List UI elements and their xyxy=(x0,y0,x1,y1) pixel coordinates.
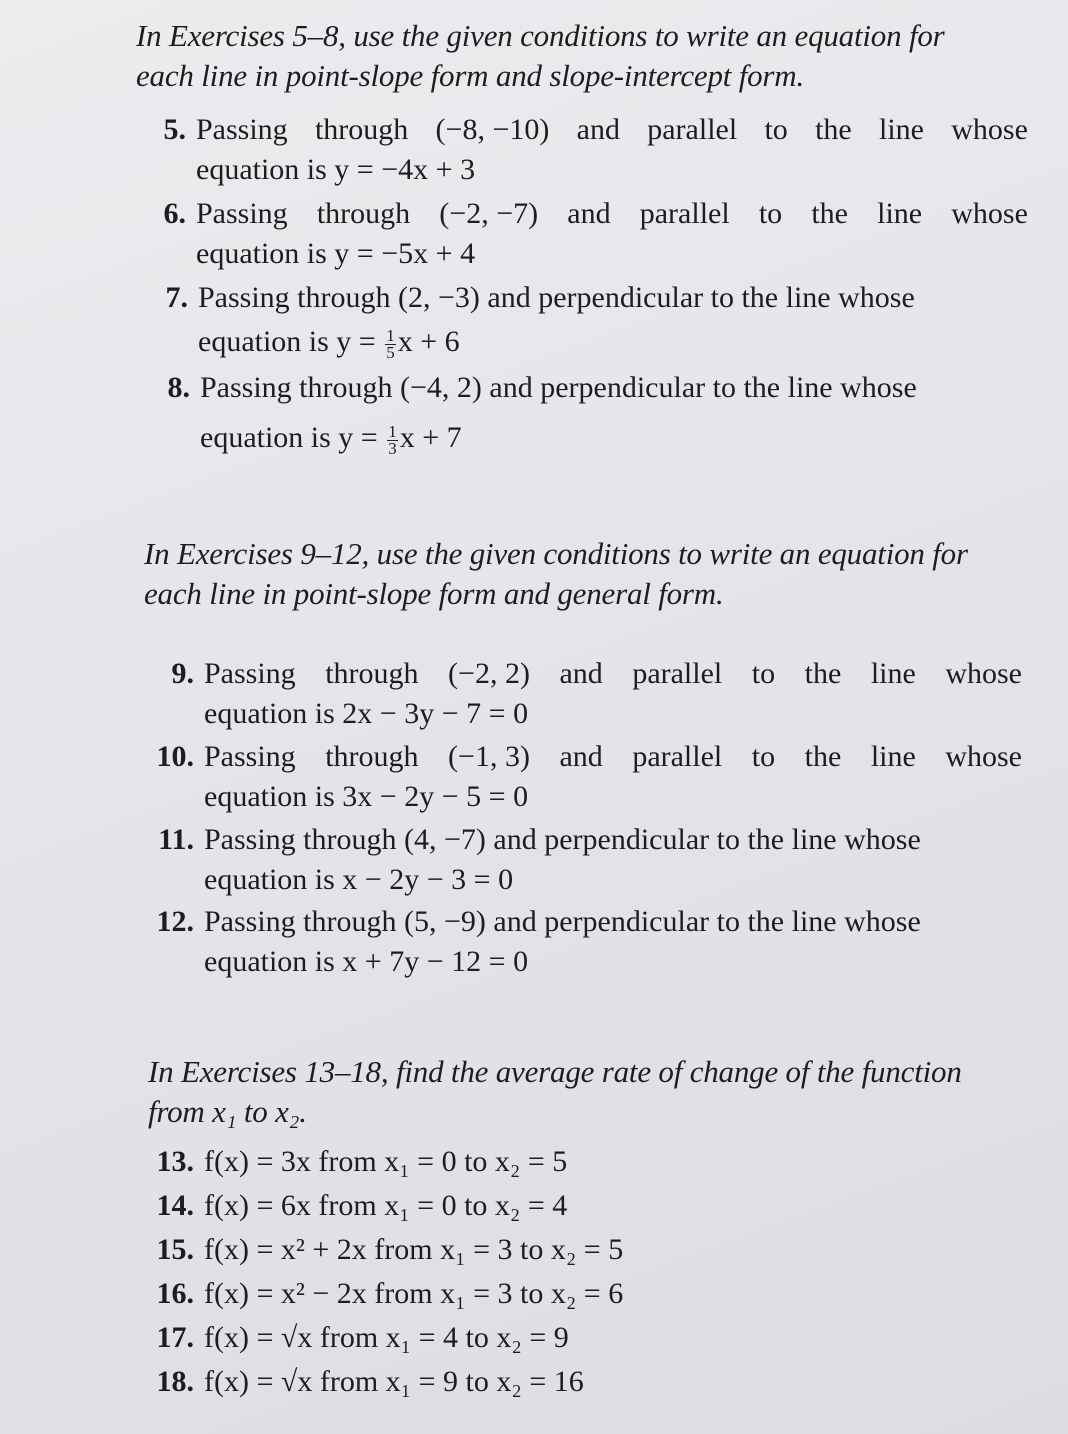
exercise-6 xyxy=(132,194,1028,274)
exercise-15 xyxy=(146,1230,623,1270)
word: whose xyxy=(951,197,1028,230)
exercise-number: 8. xyxy=(167,371,190,404)
fraction-denominator: 5 xyxy=(386,342,395,362)
exercise-line1: Passing through (4, −7) and perpendicular to the line whose xyxy=(204,823,921,856)
exercise-number: 16. xyxy=(156,1277,194,1310)
word: and xyxy=(559,657,603,690)
exercise-number: 12. xyxy=(156,905,194,938)
exercise-number: 18. xyxy=(156,1365,194,1398)
word: line xyxy=(870,740,916,773)
exercise-text: f(x) = 6x from x₁ = 0 to x₂ = 4 xyxy=(204,1189,568,1222)
exercise-line2 xyxy=(200,418,1028,458)
section2-intro-line2: each line in point-slope form and general form. xyxy=(144,576,724,611)
exercise-13 xyxy=(146,1142,567,1182)
section3-intro-line1: In Exercises 13–18, find the average rate of change of the function xyxy=(148,1054,962,1089)
word: parallel xyxy=(647,113,738,146)
exercise-line2: equation is y = −4x + 3 xyxy=(196,153,476,186)
word: through xyxy=(316,197,411,230)
exercise-line1 xyxy=(196,110,1028,150)
section1-intro-line1: In Exercises 5–8, use the given conditions to write an equation for xyxy=(136,18,945,53)
exercise-8 xyxy=(136,368,1028,458)
fraction-denominator: 3 xyxy=(388,438,397,458)
word: line xyxy=(870,657,916,690)
equation-suffix: x + 7 xyxy=(399,421,462,454)
word: Passing xyxy=(196,197,288,230)
word: line xyxy=(878,113,924,146)
exercise-17 xyxy=(146,1318,569,1358)
word: to xyxy=(751,740,776,773)
word: Passing xyxy=(196,113,288,146)
exercise-line1 xyxy=(204,654,1022,694)
exercise-line2: equation is x + 7y − 12 = 0 xyxy=(204,945,529,978)
fraction xyxy=(387,421,398,458)
word: the xyxy=(811,197,848,230)
exercise-line1 xyxy=(204,737,1022,777)
section1-intro xyxy=(136,16,945,96)
word: to xyxy=(764,113,788,146)
exercise-text: f(x) = √x from x₁ = 9 to x₂ = 16 xyxy=(204,1365,584,1398)
equation-prefix: equation is y = xyxy=(198,325,384,358)
exercise-16 xyxy=(146,1274,623,1314)
section3-intro xyxy=(148,1052,962,1132)
section2-intro xyxy=(144,534,968,614)
exercise-line2: equation is y = −5x + 4 xyxy=(196,237,476,270)
exercise-line1 xyxy=(196,194,1028,234)
equation-suffix: x + 6 xyxy=(397,325,460,358)
exercise-number: 14. xyxy=(156,1189,194,1222)
word: whose xyxy=(951,113,1028,146)
exercise-line1: Passing through (2, −3) and perpendicular to the line whose xyxy=(198,281,915,314)
exercise-line1: Passing through (5, −9) and perpendicular to the line whose xyxy=(204,905,921,938)
exercise-9 xyxy=(138,654,1022,734)
exercise-text: f(x) = x² + 2x from x₁ = 3 to x₂ = 5 xyxy=(204,1233,624,1266)
word: line xyxy=(877,197,923,230)
exercise-number: 11. xyxy=(158,823,194,856)
exercise-11 xyxy=(138,820,1028,900)
exercise-line2: equation is 2x − 3y − 7 = 0 xyxy=(204,697,529,730)
word: and xyxy=(576,113,620,146)
exercise-number: 5. xyxy=(163,113,186,146)
exercise-line1: Passing through (−4, 2) and perpendicular to the line whose xyxy=(200,371,917,404)
section3-intro-line2: from x₁ to x₂. xyxy=(148,1094,307,1129)
section1-intro-line2: each line in point-slope form and slope-intercept form. xyxy=(136,58,805,93)
word: and xyxy=(559,740,603,773)
word: through xyxy=(325,740,419,773)
exercise-number: 17. xyxy=(156,1321,194,1354)
word: (−2, 2) xyxy=(448,657,530,690)
word: (−1, 3) xyxy=(448,740,530,773)
word: through xyxy=(325,657,419,690)
word: the xyxy=(815,113,852,146)
exercise-7 xyxy=(134,278,1030,362)
word: (−8, −10) xyxy=(435,113,550,146)
exercise-number: 15. xyxy=(156,1233,194,1266)
equation-prefix: equation is y = xyxy=(200,421,386,454)
exercise-line2: equation is x − 2y − 3 = 0 xyxy=(204,863,514,896)
word: through xyxy=(314,113,409,146)
fraction-numerator: 1 xyxy=(388,421,397,441)
word: parallel xyxy=(632,740,723,773)
word: the xyxy=(804,740,842,773)
word: parallel xyxy=(639,197,730,230)
word: parallel xyxy=(632,657,723,690)
exercise-5 xyxy=(132,110,1028,190)
exercise-text: f(x) = √x from x₁ = 4 to x₂ = 9 xyxy=(204,1321,569,1354)
exercise-18 xyxy=(146,1362,584,1402)
exercise-10 xyxy=(138,737,1022,817)
word: and xyxy=(567,197,611,230)
word: (−2, −7) xyxy=(439,197,539,230)
word: the xyxy=(804,657,842,690)
word: whose xyxy=(945,740,1022,773)
exercise-text: f(x) = 3x from x₁ = 0 to x₂ = 5 xyxy=(204,1145,568,1178)
fraction-numerator: 1 xyxy=(386,325,395,345)
fraction xyxy=(385,325,396,362)
exercise-number: 6. xyxy=(163,197,186,230)
exercise-text: f(x) = x² − 2x from x₁ = 3 to x₂ = 6 xyxy=(204,1277,624,1310)
exercise-number: 9. xyxy=(171,657,194,690)
exercise-number: 7. xyxy=(165,281,188,314)
section2-intro-line1: In Exercises 9–12, use the given conditions to write an equation for xyxy=(144,536,968,571)
exercise-14 xyxy=(146,1186,567,1226)
word: Passing xyxy=(204,740,296,773)
word: Passing xyxy=(204,657,296,690)
word: to xyxy=(758,197,783,230)
exercise-12 xyxy=(138,902,1028,982)
exercise-number: 13. xyxy=(156,1145,194,1178)
exercise-number: 10. xyxy=(156,740,194,773)
word: whose xyxy=(945,657,1022,690)
word: to xyxy=(751,657,776,690)
exercise-line2: equation is 3x − 2y − 5 = 0 xyxy=(204,780,529,813)
exercise-line2 xyxy=(198,322,1030,362)
